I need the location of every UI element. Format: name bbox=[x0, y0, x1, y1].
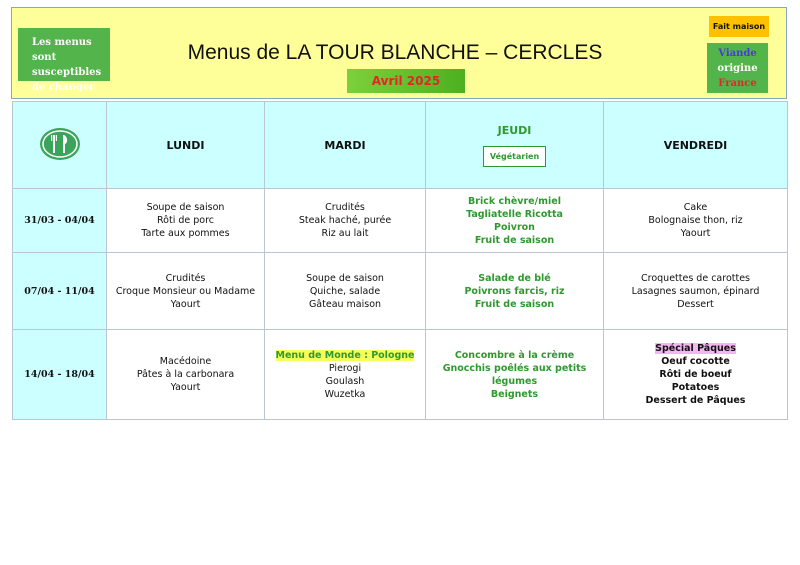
day-header-jeudi bbox=[426, 102, 604, 189]
menu-item: Quiche, salade bbox=[309, 285, 381, 297]
menu-item: Yaourt bbox=[680, 228, 711, 239]
menu-item: Concombre à la crème bbox=[454, 349, 575, 361]
table-header-row bbox=[13, 102, 788, 189]
menu-item: Fruit de saison bbox=[474, 298, 555, 310]
day-header-mardi: MARDI bbox=[265, 102, 426, 189]
menu-item: Riz au lait bbox=[321, 228, 369, 239]
mardi-cell bbox=[265, 253, 426, 330]
icon-cell bbox=[13, 102, 107, 189]
jeudi-cell bbox=[426, 330, 604, 420]
menu-item: Yaourt bbox=[170, 382, 201, 393]
menu-item: Pierogi bbox=[328, 362, 362, 374]
menu-item: Croque Monsieur ou Madame bbox=[115, 285, 256, 297]
note-line-2: susceptibles bbox=[32, 67, 102, 78]
mardi-cell bbox=[265, 330, 426, 420]
note-line-1: Les menus sont bbox=[32, 37, 92, 63]
menu-item: Salade de blé bbox=[478, 272, 551, 284]
menu-item: Bolognaise thon, riz bbox=[648, 215, 743, 226]
origine-word: origine bbox=[717, 63, 758, 74]
menu-item: Dessert de Pâques bbox=[645, 395, 746, 406]
viande-origine-badge bbox=[707, 43, 768, 93]
fork-knife-icon bbox=[40, 128, 80, 160]
menu-item: Croquettes de carottes bbox=[641, 272, 750, 284]
menu-item: Brick chèvre/miel bbox=[468, 195, 561, 207]
menu-item: Poivrons farcis, riz bbox=[464, 285, 565, 297]
table-row bbox=[13, 330, 788, 420]
menu-item: Crudités bbox=[325, 202, 365, 213]
week-date: 07/04 - 11/04 bbox=[13, 253, 107, 330]
week-date: 14/04 - 18/04 bbox=[13, 330, 107, 420]
viande-word: Viande bbox=[718, 48, 757, 59]
day-header-vendredi: VENDREDI bbox=[604, 102, 788, 189]
menu-item: Crudités bbox=[165, 272, 206, 284]
table-row bbox=[13, 189, 788, 253]
menu-item: Beignets bbox=[490, 388, 539, 400]
easter-special-label: Spécial Pâques bbox=[655, 343, 736, 354]
menu-item: Goulash bbox=[325, 375, 365, 387]
menu-item: Cake bbox=[683, 202, 708, 213]
menu-item: Potatoes bbox=[671, 382, 720, 393]
world-menu-label: Menu de Monde : Pologne bbox=[275, 349, 415, 361]
note-line-3: de changer bbox=[32, 82, 95, 93]
france-word: France bbox=[718, 78, 757, 89]
menu-item: Fruit de saison bbox=[474, 234, 555, 246]
table-row bbox=[13, 253, 788, 330]
menu-item: Rôti de boeuf bbox=[659, 369, 732, 380]
menu-item: Gnocchis poêlés aux petits légumes bbox=[442, 362, 587, 387]
lundi-cell bbox=[107, 253, 265, 330]
menu-item: Macédoine bbox=[159, 356, 212, 367]
menu-item: Gâteau maison bbox=[308, 298, 382, 310]
menu-item: Steak haché, purée bbox=[298, 215, 392, 226]
menu-item: Pâtes à la carbonara bbox=[136, 369, 235, 380]
menu-item: Lasagnes saumon, épinard bbox=[631, 285, 760, 297]
vegetarien-badge: Végétarien bbox=[483, 146, 546, 167]
fait-maison-badge: Fait maison bbox=[709, 16, 769, 37]
menu-item: Oeuf cocotte bbox=[661, 356, 730, 367]
menu-item: Soupe de saison bbox=[146, 202, 225, 213]
menu-item: Soupe de saison bbox=[306, 272, 384, 284]
vendredi-cell bbox=[604, 189, 788, 253]
vendredi-cell bbox=[604, 330, 788, 420]
menu-item: Tarte aux pommes bbox=[141, 228, 230, 239]
page-title: Menus de LA TOUR BLANCHE – CERCLES bbox=[187, 41, 603, 64]
day-header-lundi: LUNDI bbox=[107, 102, 265, 189]
menu-item: Wuzetka bbox=[324, 388, 366, 400]
vendredi-cell bbox=[604, 253, 788, 330]
week-date: 31/03 - 04/04 bbox=[13, 189, 107, 253]
jeudi-cell bbox=[426, 189, 604, 253]
month-label: Avril 2025 bbox=[347, 69, 465, 93]
lundi-cell bbox=[107, 330, 265, 420]
disclaimer-note bbox=[18, 28, 110, 93]
menu-item: Rôti de porc bbox=[156, 215, 215, 226]
weekly-menu-table bbox=[12, 101, 788, 420]
menu-item: Poivron bbox=[494, 221, 535, 233]
menu-item: Dessert bbox=[677, 298, 714, 310]
menu-item: Tagliatelle Ricotta bbox=[466, 208, 563, 220]
lundi-cell bbox=[107, 189, 265, 253]
menu-item: Yaourt bbox=[170, 298, 201, 310]
jeudi-cell bbox=[426, 253, 604, 330]
mardi-cell bbox=[265, 189, 426, 253]
jeudi-label: JEUDI bbox=[497, 123, 532, 137]
